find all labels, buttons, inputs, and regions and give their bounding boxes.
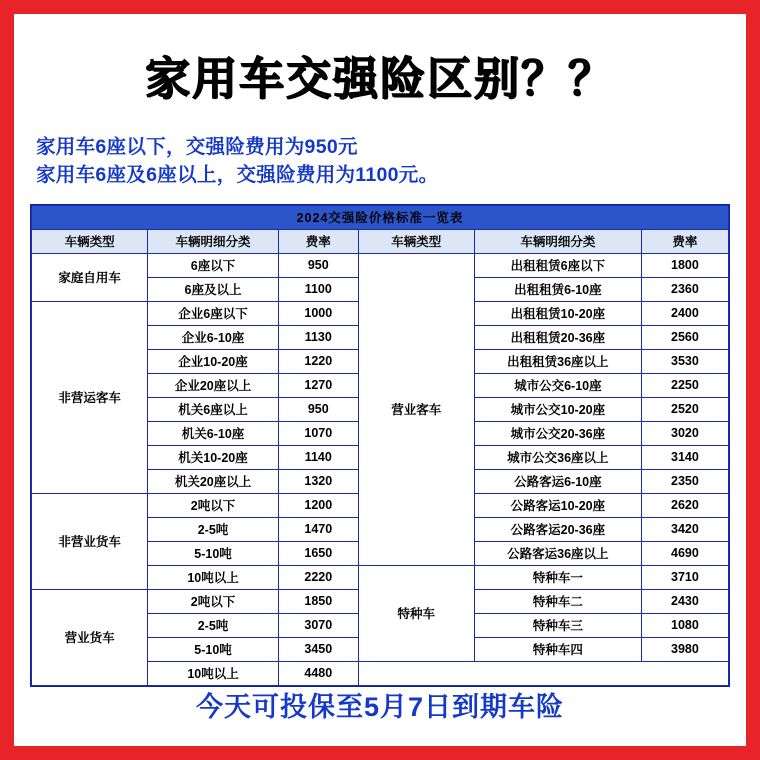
vehicle-detail-cell: 出租租赁6座以下	[474, 253, 641, 277]
table-caption-row	[32, 205, 729, 229]
vehicle-category-cell: 非营运客车	[32, 301, 148, 493]
vehicle-category-cell: 营业客车	[358, 253, 474, 565]
rate-cell: 3450	[278, 637, 358, 661]
rate-cell: 2400	[641, 301, 728, 325]
rate-cell: 3980	[641, 637, 728, 661]
poster-card	[14, 14, 746, 746]
vehicle-detail-cell: 公路客运6-10座	[474, 469, 641, 493]
column-header: 车辆类型	[358, 229, 474, 253]
vehicle-detail-cell: 企业6座以下	[148, 301, 279, 325]
vehicle-detail-cell: 企业6-10座	[148, 325, 279, 349]
table-caption: 2024交强险价格标准一览表	[32, 205, 729, 229]
vehicle-detail-cell: 2-5吨	[148, 613, 279, 637]
rate-cell: 2220	[278, 565, 358, 589]
vehicle-detail-cell: 2-5吨	[148, 517, 279, 541]
rate-cell: 1850	[278, 589, 358, 613]
rate-cell: 2520	[641, 397, 728, 421]
rate-cell: 4480	[278, 661, 358, 685]
rate-cell: 2620	[641, 493, 728, 517]
vehicle-detail-cell: 6座以下	[148, 253, 279, 277]
footer-note: 今天可投保至5月7日到期车险	[195, 692, 565, 722]
vehicle-category-cell: 非营业货车	[32, 493, 148, 589]
vehicle-detail-cell: 机关6座以上	[148, 397, 279, 421]
vehicle-detail-cell: 出租租赁10-20座	[474, 301, 641, 325]
rate-cell: 1000	[278, 301, 358, 325]
vehicle-detail-cell: 企业20座以上	[148, 373, 279, 397]
vehicle-detail-cell: 10吨以上	[148, 661, 279, 685]
vehicle-detail-cell: 城市公交10-20座	[474, 397, 641, 421]
vehicle-detail-cell: 机关10-20座	[148, 445, 279, 469]
vehicle-detail-cell: 5-10吨	[148, 637, 279, 661]
vehicle-detail-cell: 公路客运36座以上	[474, 541, 641, 565]
column-header: 费率	[278, 229, 358, 253]
rate-cell: 4690	[641, 541, 728, 565]
vehicle-detail-cell: 出租租赁6-10座	[474, 277, 641, 301]
vehicle-detail-cell: 10吨以上	[148, 565, 279, 589]
page-title: 家用车交强险区别？？	[144, 52, 615, 105]
rate-cell: 2430	[641, 589, 728, 613]
rate-cell: 1220	[278, 349, 358, 373]
vehicle-detail-cell: 2吨以下	[148, 493, 279, 517]
table-header-row	[32, 229, 729, 253]
rate-cell: 2250	[641, 373, 728, 397]
vehicle-detail-cell: 出租租赁36座以上	[474, 349, 641, 373]
vehicle-detail-cell: 特种车二	[474, 589, 641, 613]
vehicle-detail-cell: 特种车四	[474, 637, 641, 661]
subtitle-line-2: 家用车6座及6座以上，交强险费用为1100元。	[36, 164, 439, 187]
subtitle-block	[36, 133, 746, 190]
rate-cell: 3420	[641, 517, 728, 541]
empty-cell	[358, 661, 728, 685]
table-row	[32, 253, 729, 277]
rate-cell: 3070	[278, 613, 358, 637]
rate-cell: 3020	[641, 421, 728, 445]
vehicle-detail-cell: 6座及以上	[148, 277, 279, 301]
vehicle-detail-cell: 机关6-10座	[148, 421, 279, 445]
vehicle-detail-cell: 企业10-20座	[148, 349, 279, 373]
vehicle-detail-cell: 城市公交36座以上	[474, 445, 641, 469]
column-header: 车辆明细分类	[474, 229, 641, 253]
rate-cell: 1140	[278, 445, 358, 469]
rate-cell: 2560	[641, 325, 728, 349]
rate-cell: 1320	[278, 469, 358, 493]
subtitle-line-1: 家用车6座以下，交强险费用为950元	[36, 136, 358, 158]
vehicle-detail-cell: 公路客运20-36座	[474, 517, 641, 541]
vehicle-detail-cell: 2吨以下	[148, 589, 279, 613]
vehicle-detail-cell: 5-10吨	[148, 541, 279, 565]
rate-cell: 1100	[278, 277, 358, 301]
column-header: 费率	[641, 229, 728, 253]
rate-cell: 1200	[278, 493, 358, 517]
vehicle-detail-cell: 特种车一	[474, 565, 641, 589]
rate-cell: 950	[278, 397, 358, 421]
rate-cell: 2350	[641, 469, 728, 493]
rate-cell: 1080	[641, 613, 728, 637]
price-table	[31, 205, 729, 686]
rate-cell: 1270	[278, 373, 358, 397]
vehicle-detail-cell: 特种车三	[474, 613, 641, 637]
vehicle-detail-cell: 公路客运10-20座	[474, 493, 641, 517]
rate-cell: 1650	[278, 541, 358, 565]
rate-cell: 1470	[278, 517, 358, 541]
vehicle-category-cell: 营业货车	[32, 589, 148, 685]
vehicle-detail-cell: 城市公交20-36座	[474, 421, 641, 445]
price-table-wrapper	[30, 204, 730, 687]
rate-cell: 3710	[641, 565, 728, 589]
vehicle-category-cell: 特种车	[358, 565, 474, 661]
rate-cell: 1130	[278, 325, 358, 349]
rate-cell: 2360	[641, 277, 728, 301]
rate-cell: 3140	[641, 445, 728, 469]
vehicle-detail-cell: 机关20座以上	[148, 469, 279, 493]
rate-cell: 3530	[641, 349, 728, 373]
column-header: 车辆明细分类	[148, 229, 279, 253]
vehicle-category-cell: 家庭自用车	[32, 253, 148, 301]
rate-cell: 1800	[641, 253, 728, 277]
column-header: 车辆类型	[32, 229, 148, 253]
vehicle-detail-cell: 出租租赁20-36座	[474, 325, 641, 349]
rate-cell: 950	[278, 253, 358, 277]
rate-cell: 1070	[278, 421, 358, 445]
vehicle-detail-cell: 城市公交6-10座	[474, 373, 641, 397]
